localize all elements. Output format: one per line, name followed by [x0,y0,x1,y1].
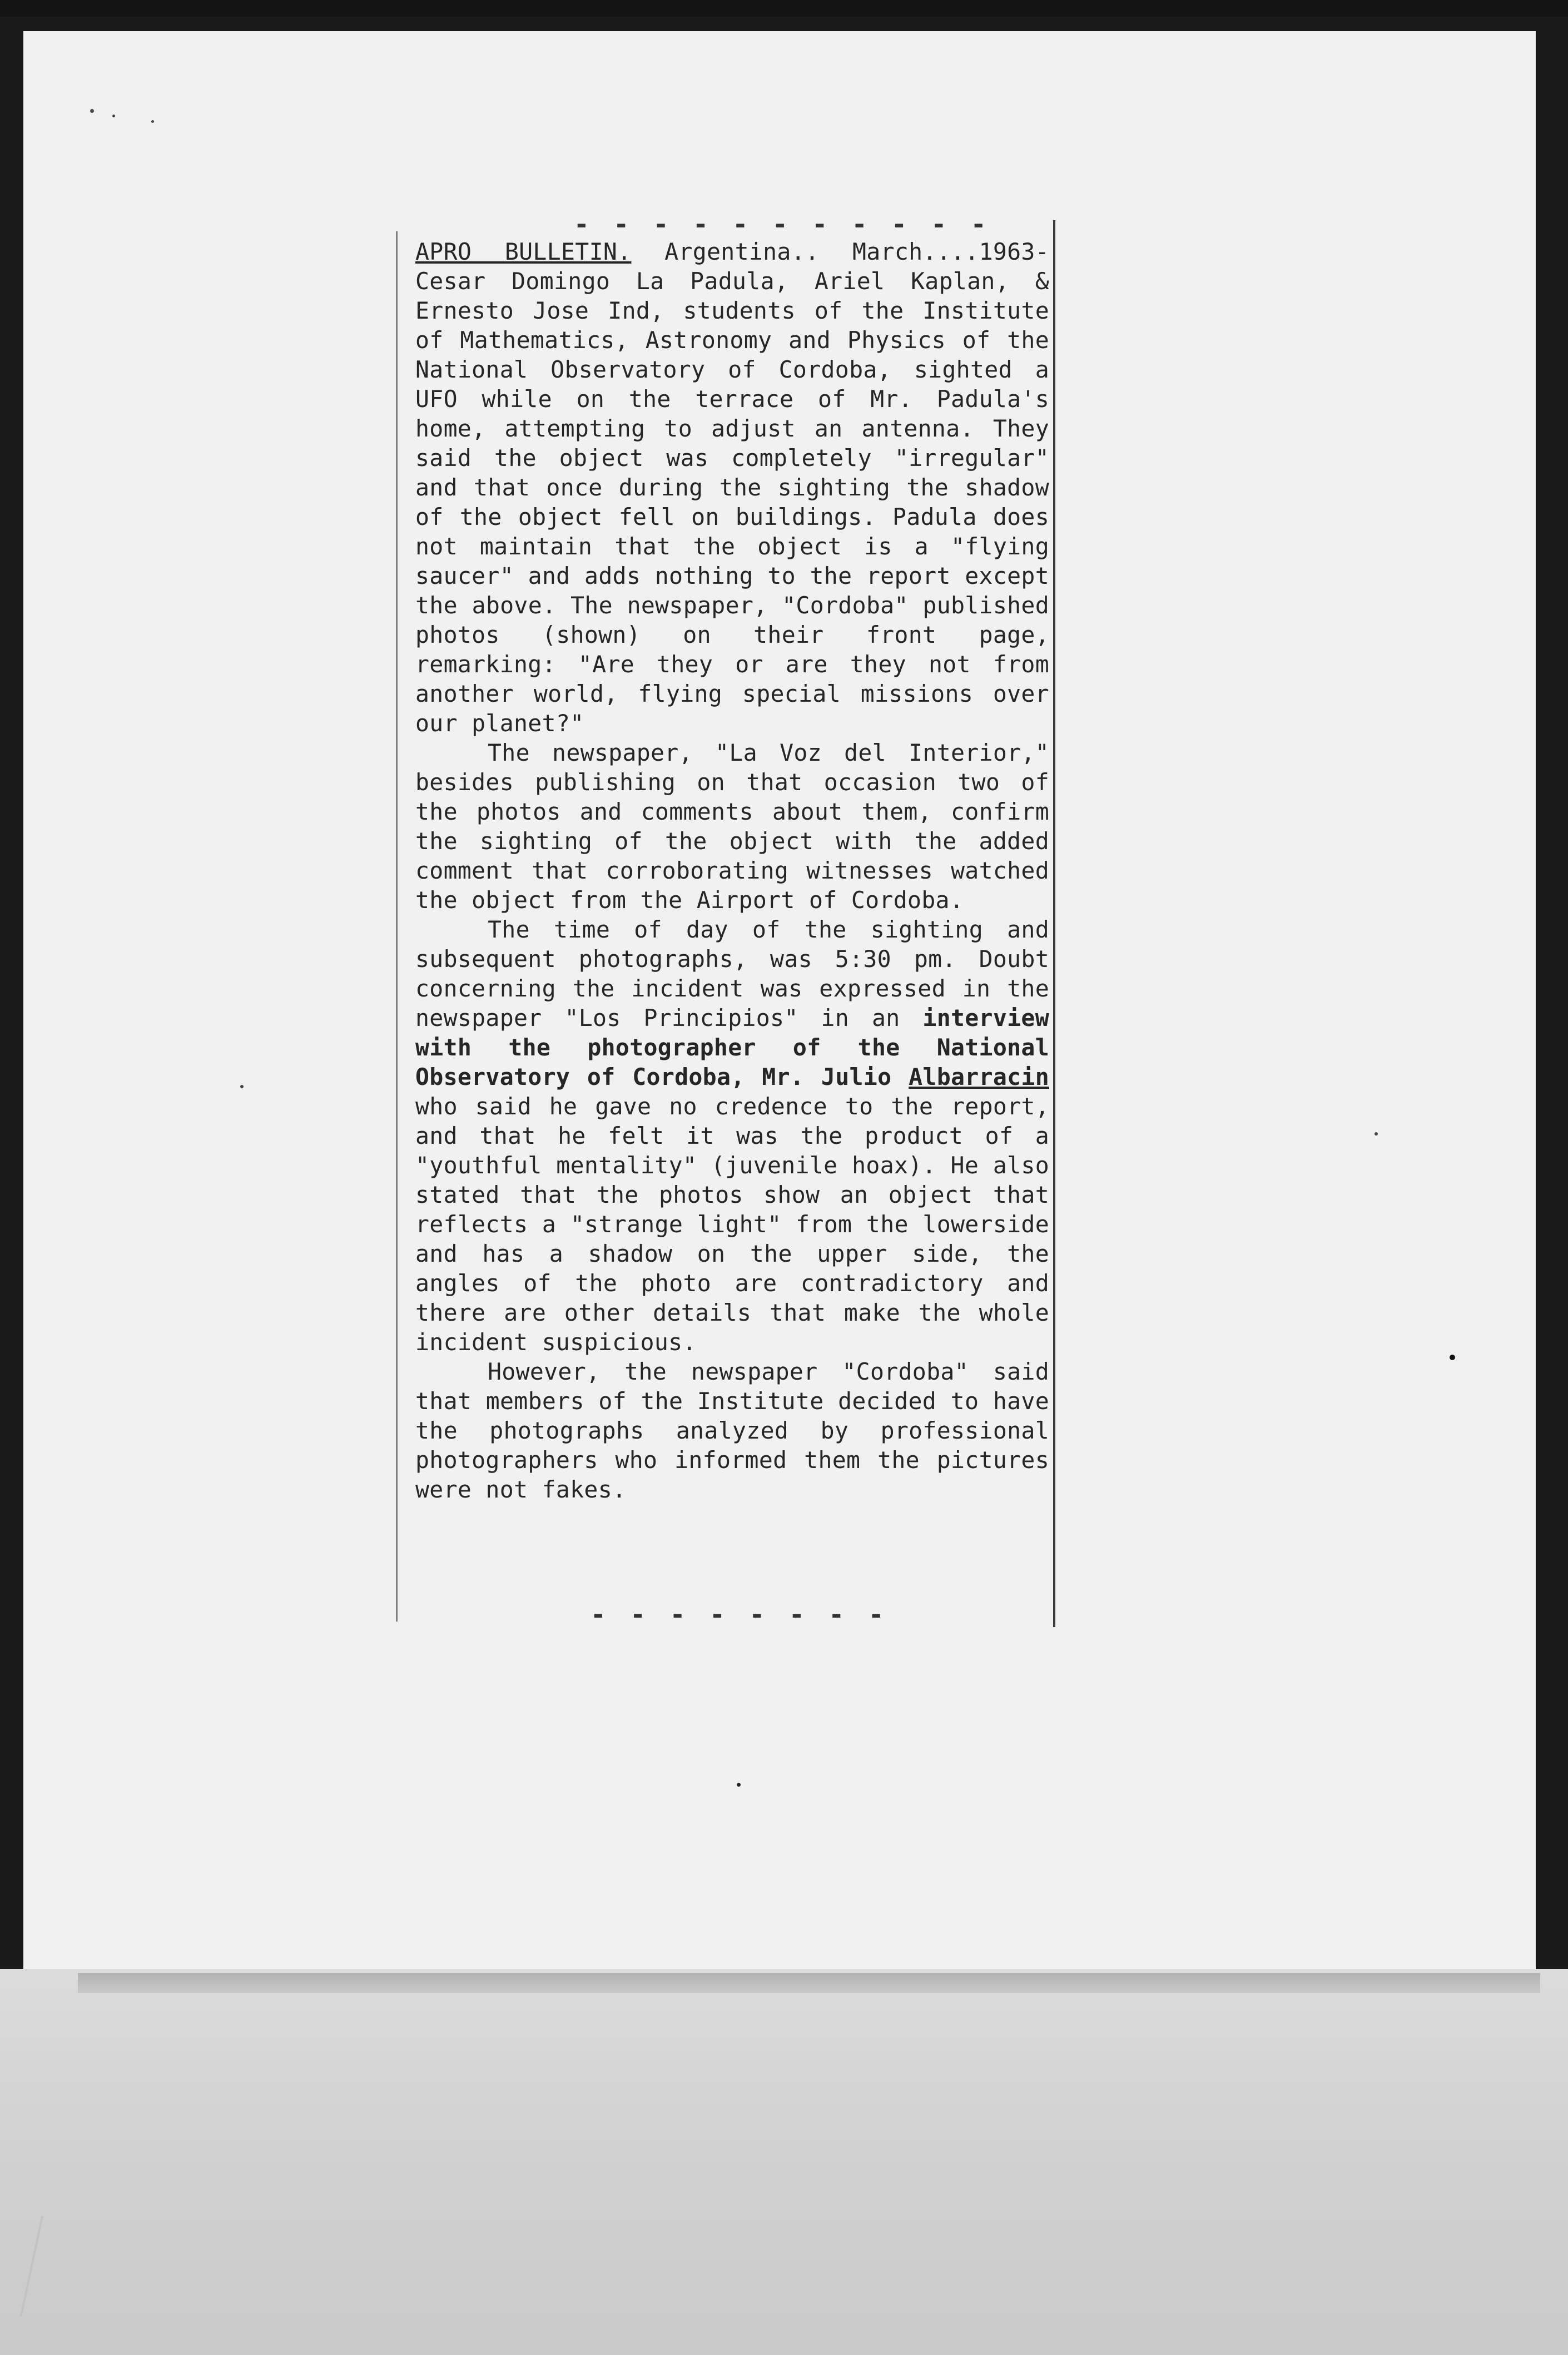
paper-speck [240,1085,244,1088]
paper-speck [737,1783,741,1787]
source-label: APRO BULLETIN. [415,238,632,265]
top-dash-rule: - - - - - - - - - - - [574,209,991,239]
paper-speck [1450,1355,1455,1360]
photographer-name: Albarracin [909,1063,1049,1090]
paper-sheet [23,31,1536,1969]
clipping-right-edge [1053,220,1055,1627]
paragraph-4: However, the newspaper "Cordoba" said that members of the Institute decided to have the photographs analyzed by professional photographers who informed them the pictures were not fakes. [415,1358,1049,1503]
paragraph-3-bold: interview with the photographer of the National Observatory of Cordoba, Mr. Julio [415,1004,1049,1090]
bottom-dash-rule: - - - - - - - - [591,1599,889,1629]
paragraph-3-text-a: The time of day of the sighting and subsequent photographs, was 5:30 pm. Doubt concerning the incident was expressed in the newspaper "Los Principios" in an [415,916,1049,1032]
paper-speck [1375,1132,1378,1136]
film-top-edge [0,0,1568,17]
newspaper-clipping [390,209,1058,1633]
film-bottom-background [0,1969,1568,2355]
clipping-body [415,237,1049,1504]
paragraph-1 [415,237,1049,738]
paragraph-3 [415,915,1049,1357]
paper-shadow [78,1973,1540,1993]
paper-speck [151,120,154,123]
paragraph-3-text-b: who said he gave no credence to the report, and that he felt it was the product of a "youthful mentality" (juvenile hoax). He also stated that the photos show an object that reflects a "strange light" from the lowerside and has a shadow on the upper side, the angles of the photo are contradictory and there are other details that make the whole incident suspicious. [415,1093,1049,1356]
paragraph-2: The newspaper, "La Voz del Interior," besides publishing on that occasion two of the photos and comments about them, confirm the sighting of the object with the added comment that corroborating witnesses watched the object from the Airport of Cordoba. [415,739,1049,914]
clipping-left-edge [396,231,398,1622]
paragraph-1-text: Argentina.. March....1963- Cesar Domingo La Padula, Ariel Kaplan, & Ernesto Jose Ind, students of the Institute of Mathematics, Astronomy and Physics of the National Observatory of Cordoba, sighted a UFO while on the terrace of Mr. Padula's home, attempting to adjust an antenna. They said the object was completely "irregular" and that once during the sighting the shadow of the object fell on buildings. Padula does not maintain that the object is a "flying saucer" and adds nothing to the report except the above. The newspaper, "Cordoba" published photos (shown) on their front page, remarking: "Are they or are they not from another world, flying special missions over our planet?" [415,238,1049,737]
paper-speck [90,109,94,113]
paper-speck [112,115,115,117]
